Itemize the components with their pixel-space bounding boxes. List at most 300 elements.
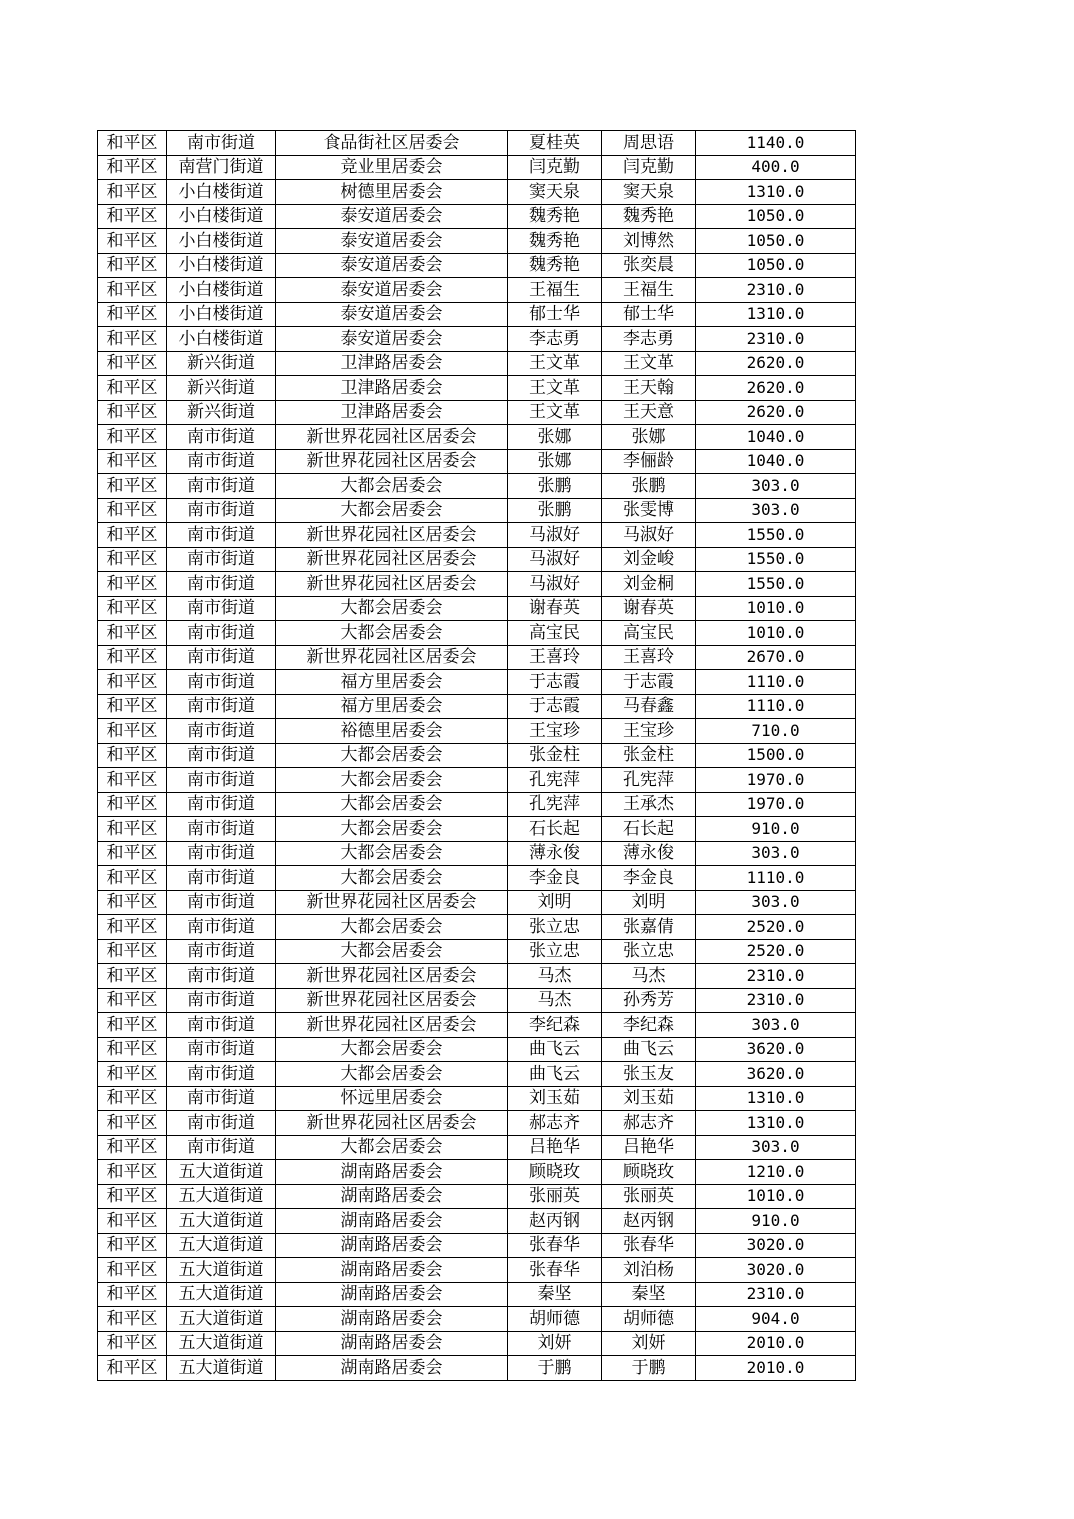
district-cell: 和平区	[98, 1013, 167, 1038]
member-cell: 刘妍	[602, 1331, 696, 1356]
member-cell: 谢春英	[602, 596, 696, 621]
street-cell: 小白楼街道	[167, 327, 276, 352]
district-cell: 和平区	[98, 743, 167, 768]
applicant-cell: 马淑好	[508, 547, 602, 572]
amount-cell: 1550.0	[696, 547, 856, 572]
street-cell: 南市街道	[167, 915, 276, 940]
amount-cell: 2310.0	[696, 988, 856, 1013]
committee-cell: 湖南路居委会	[276, 1356, 508, 1381]
amount-cell: 1970.0	[696, 768, 856, 793]
amount-cell: 1550.0	[696, 523, 856, 548]
applicant-cell: 张春华	[508, 1233, 602, 1258]
member-cell: 孙秀芳	[602, 988, 696, 1013]
table-row	[98, 866, 856, 891]
member-cell: 胡师德	[602, 1307, 696, 1332]
applicant-cell: 曲飞云	[508, 1037, 602, 1062]
committee-cell: 新世界花园社区居委会	[276, 523, 508, 548]
applicant-cell: 张娜	[508, 425, 602, 450]
table-row	[98, 988, 856, 1013]
committee-cell: 大都会居委会	[276, 866, 508, 891]
applicant-cell: 胡师德	[508, 1307, 602, 1332]
member-cell: 李志勇	[602, 327, 696, 352]
amount-cell: 2310.0	[696, 278, 856, 303]
committee-cell: 新世界花园社区居委会	[276, 449, 508, 474]
member-cell: 王天翰	[602, 376, 696, 401]
street-cell: 南市街道	[167, 449, 276, 474]
amount-cell: 1310.0	[696, 302, 856, 327]
member-cell: 于志霞	[602, 670, 696, 695]
table-row	[98, 572, 856, 597]
committee-cell: 大都会居委会	[276, 596, 508, 621]
amount-cell: 303.0	[696, 841, 856, 866]
street-cell: 南市街道	[167, 131, 276, 156]
table-row	[98, 351, 856, 376]
district-cell: 和平区	[98, 1111, 167, 1136]
applicant-cell: 张鹏	[508, 498, 602, 523]
committee-cell: 新世界花园社区居委会	[276, 425, 508, 450]
street-cell: 五大道街道	[167, 1160, 276, 1185]
street-cell: 南市街道	[167, 645, 276, 670]
amount-cell: 3020.0	[696, 1258, 856, 1283]
committee-cell: 新世界花园社区居委会	[276, 645, 508, 670]
street-cell: 南市街道	[167, 498, 276, 523]
amount-cell: 1970.0	[696, 792, 856, 817]
amount-cell: 1550.0	[696, 572, 856, 597]
district-cell: 和平区	[98, 792, 167, 817]
committee-cell: 大都会居委会	[276, 939, 508, 964]
applicant-cell: 郝志齐	[508, 1111, 602, 1136]
street-cell: 南市街道	[167, 792, 276, 817]
member-cell: 王承杰	[602, 792, 696, 817]
member-cell: 郝志齐	[602, 1111, 696, 1136]
street-cell: 五大道街道	[167, 1209, 276, 1234]
committee-cell: 卫津路居委会	[276, 351, 508, 376]
data-table	[97, 130, 856, 1381]
applicant-cell: 薄永俊	[508, 841, 602, 866]
district-cell: 和平区	[98, 596, 167, 621]
committee-cell: 泰安道居委会	[276, 327, 508, 352]
district-cell: 和平区	[98, 253, 167, 278]
street-cell: 南市街道	[167, 719, 276, 744]
applicant-cell: 王福生	[508, 278, 602, 303]
member-cell: 刘金桐	[602, 572, 696, 597]
committee-cell: 大都会居委会	[276, 817, 508, 842]
amount-cell: 2310.0	[696, 327, 856, 352]
table-row	[98, 131, 856, 156]
member-cell: 顾晓玫	[602, 1160, 696, 1185]
district-cell: 和平区	[98, 645, 167, 670]
table-row	[98, 768, 856, 793]
district-cell: 和平区	[98, 719, 167, 744]
street-cell: 南市街道	[167, 1135, 276, 1160]
committee-cell: 泰安道居委会	[276, 253, 508, 278]
member-cell: 张丽英	[602, 1184, 696, 1209]
district-cell: 和平区	[98, 1135, 167, 1160]
table-row	[98, 1356, 856, 1381]
member-cell: 马淑好	[602, 523, 696, 548]
district-cell: 和平区	[98, 1184, 167, 1209]
committee-cell: 大都会居委会	[276, 498, 508, 523]
amount-cell: 2620.0	[696, 376, 856, 401]
member-cell: 王天意	[602, 400, 696, 425]
table-row	[98, 841, 856, 866]
committee-cell: 新世界花园社区居委会	[276, 547, 508, 572]
amount-cell: 1110.0	[696, 694, 856, 719]
member-cell: 张奕晨	[602, 253, 696, 278]
table-row	[98, 621, 856, 646]
committee-cell: 泰安道居委会	[276, 278, 508, 303]
member-cell: 刘博然	[602, 229, 696, 254]
street-cell: 南市街道	[167, 964, 276, 989]
district-cell: 和平区	[98, 204, 167, 229]
street-cell: 南市街道	[167, 841, 276, 866]
street-cell: 南市街道	[167, 1062, 276, 1087]
district-cell: 和平区	[98, 621, 167, 646]
table-row	[98, 1233, 856, 1258]
street-cell: 南市街道	[167, 1013, 276, 1038]
district-cell: 和平区	[98, 1209, 167, 1234]
member-cell: 王文革	[602, 351, 696, 376]
table-row	[98, 498, 856, 523]
committee-cell: 湖南路居委会	[276, 1233, 508, 1258]
street-cell: 五大道街道	[167, 1356, 276, 1381]
member-cell: 郁士华	[602, 302, 696, 327]
committee-cell: 湖南路居委会	[276, 1307, 508, 1332]
committee-cell: 大都会居委会	[276, 743, 508, 768]
street-cell: 南市街道	[167, 523, 276, 548]
district-cell: 和平区	[98, 1160, 167, 1185]
member-cell: 闫克勤	[602, 155, 696, 180]
applicant-cell: 顾晓玫	[508, 1160, 602, 1185]
applicant-cell: 曲飞云	[508, 1062, 602, 1087]
district-cell: 和平区	[98, 155, 167, 180]
committee-cell: 泰安道居委会	[276, 204, 508, 229]
table-row	[98, 1307, 856, 1332]
district-cell: 和平区	[98, 425, 167, 450]
district-cell: 和平区	[98, 523, 167, 548]
applicant-cell: 闫克勤	[508, 155, 602, 180]
table-row	[98, 1331, 856, 1356]
member-cell: 孔宪萍	[602, 768, 696, 793]
street-cell: 南市街道	[167, 596, 276, 621]
member-cell: 张鹏	[602, 474, 696, 499]
table-row	[98, 1160, 856, 1185]
applicant-cell: 马杰	[508, 988, 602, 1013]
table-row	[98, 376, 856, 401]
district-cell: 和平区	[98, 915, 167, 940]
table-row	[98, 596, 856, 621]
member-cell: 吕艳华	[602, 1135, 696, 1160]
member-cell: 高宝民	[602, 621, 696, 646]
member-cell: 马杰	[602, 964, 696, 989]
applicant-cell: 于志霞	[508, 670, 602, 695]
committee-cell: 大都会居委会	[276, 474, 508, 499]
street-cell: 南市街道	[167, 866, 276, 891]
committee-cell: 大都会居委会	[276, 768, 508, 793]
district-cell: 和平区	[98, 890, 167, 915]
amount-cell: 2620.0	[696, 351, 856, 376]
street-cell: 新兴街道	[167, 376, 276, 401]
applicant-cell: 王喜玲	[508, 645, 602, 670]
committee-cell: 新世界花园社区居委会	[276, 572, 508, 597]
street-cell: 南市街道	[167, 572, 276, 597]
district-cell: 和平区	[98, 327, 167, 352]
member-cell: 刘玉茹	[602, 1086, 696, 1111]
member-cell: 张雯博	[602, 498, 696, 523]
district-cell: 和平区	[98, 180, 167, 205]
table-row	[98, 1184, 856, 1209]
district-cell: 和平区	[98, 1282, 167, 1307]
amount-cell: 910.0	[696, 817, 856, 842]
committee-cell: 大都会居委会	[276, 841, 508, 866]
district-cell: 和平区	[98, 964, 167, 989]
street-cell: 五大道街道	[167, 1184, 276, 1209]
amount-cell: 1040.0	[696, 449, 856, 474]
street-cell: 小白楼街道	[167, 302, 276, 327]
table-row	[98, 915, 856, 940]
committee-cell: 新世界花园社区居委会	[276, 988, 508, 1013]
committee-cell: 大都会居委会	[276, 621, 508, 646]
member-cell: 周思语	[602, 131, 696, 156]
table-row	[98, 1013, 856, 1038]
applicant-cell: 王宝珍	[508, 719, 602, 744]
street-cell: 南市街道	[167, 768, 276, 793]
amount-cell: 1310.0	[696, 1111, 856, 1136]
applicant-cell: 李志勇	[508, 327, 602, 352]
applicant-cell: 窦天泉	[508, 180, 602, 205]
district-cell: 和平区	[98, 866, 167, 891]
amount-cell: 3020.0	[696, 1233, 856, 1258]
committee-cell: 新世界花园社区居委会	[276, 1013, 508, 1038]
committee-cell: 福方里居委会	[276, 694, 508, 719]
district-cell: 和平区	[98, 474, 167, 499]
applicant-cell: 刘玉茹	[508, 1086, 602, 1111]
table-row	[98, 890, 856, 915]
street-cell: 新兴街道	[167, 351, 276, 376]
street-cell: 南市街道	[167, 694, 276, 719]
committee-cell: 泰安道居委会	[276, 229, 508, 254]
amount-cell: 303.0	[696, 1135, 856, 1160]
amount-cell: 303.0	[696, 474, 856, 499]
committee-cell: 湖南路居委会	[276, 1282, 508, 1307]
member-cell: 秦坚	[602, 1282, 696, 1307]
district-cell: 和平区	[98, 302, 167, 327]
applicant-cell: 孔宪萍	[508, 792, 602, 817]
table-row	[98, 327, 856, 352]
applicant-cell: 张娜	[508, 449, 602, 474]
table-row	[98, 474, 856, 499]
table-row	[98, 1086, 856, 1111]
member-cell: 刘泊杨	[602, 1258, 696, 1283]
amount-cell: 1050.0	[696, 229, 856, 254]
committee-cell: 湖南路居委会	[276, 1209, 508, 1234]
district-cell: 和平区	[98, 694, 167, 719]
district-cell: 和平区	[98, 988, 167, 1013]
member-cell: 刘金峻	[602, 547, 696, 572]
table-row	[98, 1135, 856, 1160]
table-body	[98, 131, 856, 1381]
member-cell: 张春华	[602, 1233, 696, 1258]
committee-cell: 大都会居委会	[276, 1062, 508, 1087]
member-cell: 于鹏	[602, 1356, 696, 1381]
table-row	[98, 204, 856, 229]
amount-cell: 2010.0	[696, 1356, 856, 1381]
district-cell: 和平区	[98, 1062, 167, 1087]
table-row	[98, 1111, 856, 1136]
table-row	[98, 1258, 856, 1283]
street-cell: 南市街道	[167, 425, 276, 450]
member-cell: 张立忠	[602, 939, 696, 964]
member-cell: 张金柱	[602, 743, 696, 768]
applicant-cell: 刘明	[508, 890, 602, 915]
table-row	[98, 1282, 856, 1307]
committee-cell: 福方里居委会	[276, 670, 508, 695]
district-cell: 和平区	[98, 376, 167, 401]
committee-cell: 卫津路居委会	[276, 400, 508, 425]
table-row	[98, 939, 856, 964]
amount-cell: 910.0	[696, 1209, 856, 1234]
applicant-cell: 于鹏	[508, 1356, 602, 1381]
committee-cell: 湖南路居委会	[276, 1331, 508, 1356]
member-cell: 薄永俊	[602, 841, 696, 866]
district-cell: 和平区	[98, 817, 167, 842]
street-cell: 南营门街道	[167, 155, 276, 180]
street-cell: 五大道街道	[167, 1307, 276, 1332]
committee-cell: 湖南路居委会	[276, 1160, 508, 1185]
street-cell: 南市街道	[167, 670, 276, 695]
table-row	[98, 1209, 856, 1234]
applicant-cell: 秦坚	[508, 1282, 602, 1307]
district-cell: 和平区	[98, 1086, 167, 1111]
committee-cell: 泰安道居委会	[276, 302, 508, 327]
table-row	[98, 964, 856, 989]
amount-cell: 1110.0	[696, 670, 856, 695]
amount-cell: 904.0	[696, 1307, 856, 1332]
applicant-cell: 郁士华	[508, 302, 602, 327]
table-row	[98, 670, 856, 695]
district-cell: 和平区	[98, 1037, 167, 1062]
street-cell: 五大道街道	[167, 1282, 276, 1307]
amount-cell: 1050.0	[696, 253, 856, 278]
applicant-cell: 刘妍	[508, 1331, 602, 1356]
district-cell: 和平区	[98, 1307, 167, 1332]
district-cell: 和平区	[98, 1356, 167, 1381]
applicant-cell: 王文革	[508, 400, 602, 425]
applicant-cell: 于志霞	[508, 694, 602, 719]
committee-cell: 大都会居委会	[276, 1135, 508, 1160]
applicant-cell: 李纪森	[508, 1013, 602, 1038]
applicant-cell: 马淑好	[508, 572, 602, 597]
district-cell: 和平区	[98, 449, 167, 474]
member-cell: 李金良	[602, 866, 696, 891]
applicant-cell: 张鹏	[508, 474, 602, 499]
street-cell: 南市街道	[167, 1086, 276, 1111]
amount-cell: 1140.0	[696, 131, 856, 156]
table-row	[98, 1037, 856, 1062]
street-cell: 南市街道	[167, 939, 276, 964]
amount-cell: 2620.0	[696, 400, 856, 425]
street-cell: 新兴街道	[167, 400, 276, 425]
table-row	[98, 743, 856, 768]
district-cell: 和平区	[98, 841, 167, 866]
street-cell: 南市街道	[167, 1037, 276, 1062]
street-cell: 小白楼街道	[167, 180, 276, 205]
applicant-cell: 李金良	[508, 866, 602, 891]
committee-cell: 湖南路居委会	[276, 1184, 508, 1209]
applicant-cell: 高宝民	[508, 621, 602, 646]
table-row	[98, 449, 856, 474]
amount-cell: 1310.0	[696, 1086, 856, 1111]
committee-cell: 新世界花园社区居委会	[276, 890, 508, 915]
table-row	[98, 523, 856, 548]
table-row	[98, 817, 856, 842]
district-cell: 和平区	[98, 1258, 167, 1283]
amount-cell: 2010.0	[696, 1331, 856, 1356]
amount-cell: 3620.0	[696, 1062, 856, 1087]
committee-cell: 湖南路居委会	[276, 1258, 508, 1283]
committee-cell: 裕德里居委会	[276, 719, 508, 744]
district-cell: 和平区	[98, 1331, 167, 1356]
district-cell: 和平区	[98, 400, 167, 425]
district-cell: 和平区	[98, 1233, 167, 1258]
committee-cell: 新世界花园社区居委会	[276, 964, 508, 989]
applicant-cell: 吕艳华	[508, 1135, 602, 1160]
applicant-cell: 石长起	[508, 817, 602, 842]
district-cell: 和平区	[98, 547, 167, 572]
member-cell: 张玉友	[602, 1062, 696, 1087]
district-cell: 和平区	[98, 278, 167, 303]
street-cell: 五大道街道	[167, 1233, 276, 1258]
amount-cell: 1210.0	[696, 1160, 856, 1185]
street-cell: 南市街道	[167, 817, 276, 842]
street-cell: 五大道街道	[167, 1331, 276, 1356]
applicant-cell: 谢春英	[508, 596, 602, 621]
street-cell: 小白楼街道	[167, 253, 276, 278]
committee-cell: 大都会居委会	[276, 792, 508, 817]
table-row	[98, 400, 856, 425]
amount-cell: 400.0	[696, 155, 856, 180]
applicant-cell: 张丽英	[508, 1184, 602, 1209]
amount-cell: 1010.0	[696, 1184, 856, 1209]
street-cell: 小白楼街道	[167, 229, 276, 254]
table-row	[98, 547, 856, 572]
district-cell: 和平区	[98, 572, 167, 597]
table-row	[98, 792, 856, 817]
amount-cell: 1010.0	[696, 596, 856, 621]
street-cell: 南市街道	[167, 743, 276, 768]
amount-cell: 303.0	[696, 498, 856, 523]
street-cell: 南市街道	[167, 474, 276, 499]
amount-cell: 1050.0	[696, 204, 856, 229]
committee-cell: 食品街社区居委会	[276, 131, 508, 156]
amount-cell: 1040.0	[696, 425, 856, 450]
amount-cell: 1310.0	[696, 180, 856, 205]
member-cell: 张娜	[602, 425, 696, 450]
member-cell: 魏秀艳	[602, 204, 696, 229]
street-cell: 小白楼街道	[167, 278, 276, 303]
applicant-cell: 张春华	[508, 1258, 602, 1283]
district-cell: 和平区	[98, 229, 167, 254]
district-cell: 和平区	[98, 768, 167, 793]
table-row	[98, 229, 856, 254]
table-row	[98, 302, 856, 327]
amount-cell: 303.0	[696, 890, 856, 915]
committee-cell: 树德里居委会	[276, 180, 508, 205]
table-row	[98, 155, 856, 180]
amount-cell: 1500.0	[696, 743, 856, 768]
table-row	[98, 180, 856, 205]
amount-cell: 2310.0	[696, 1282, 856, 1307]
